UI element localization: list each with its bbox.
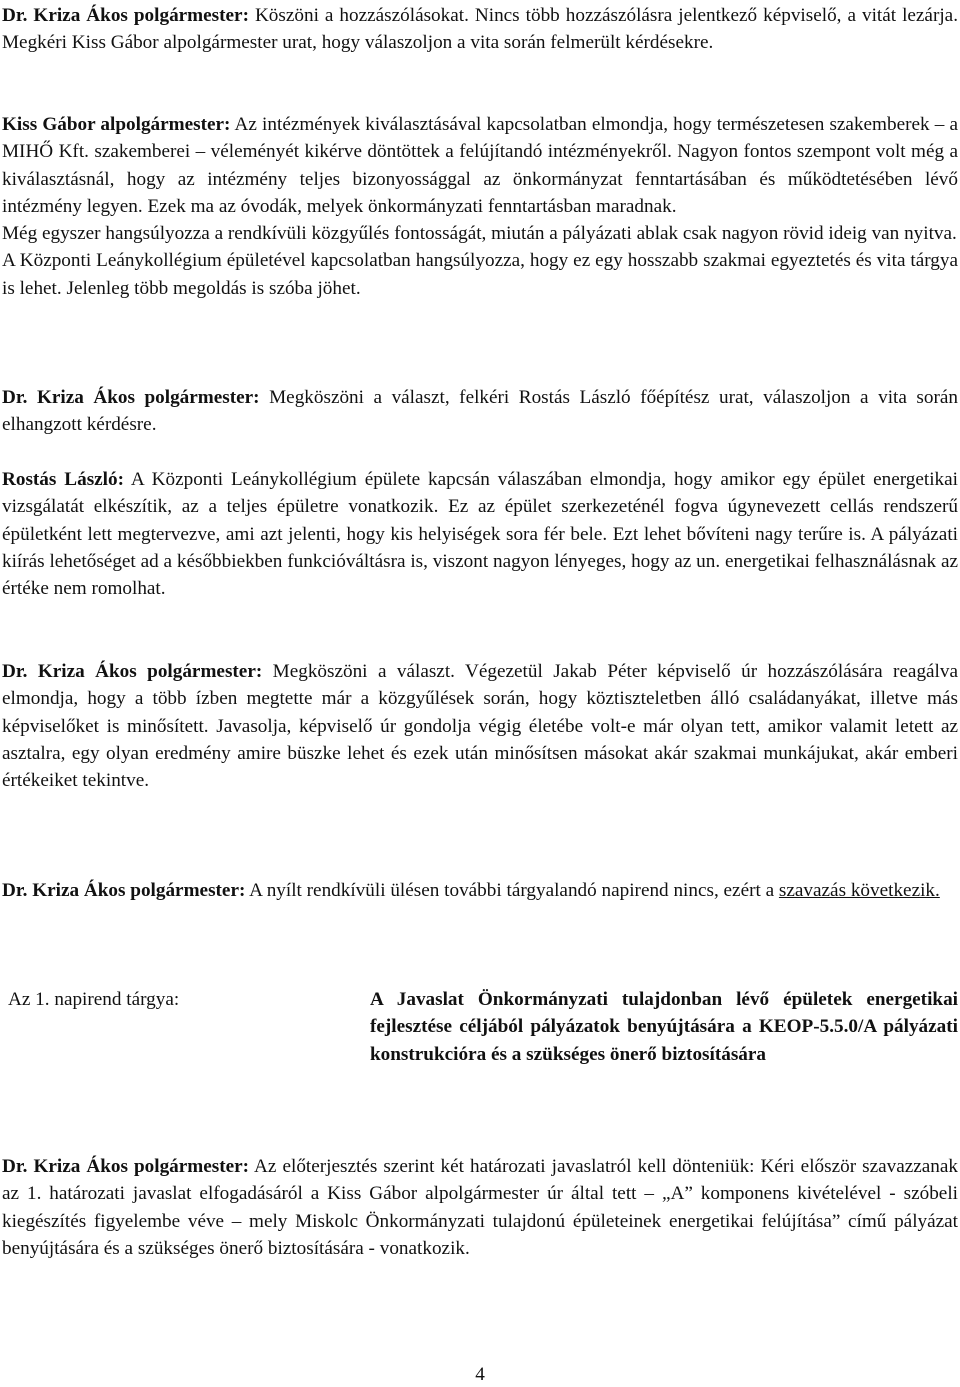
paragraph-text: A nyílt rendkívüli ülésen további tárgyalandó napirend nincs, ezért a — [245, 880, 779, 901]
paragraph-mayor-response — [2, 658, 958, 794]
speaker-name: Dr. Kriza Ákos polgármester: — [2, 1156, 250, 1177]
paragraph-deputy-mayor-answer — [2, 111, 958, 302]
paragraph-text: Még egyszer hangsúlyozza a rendkívüli közgyűlés fontosságát, miután a pályázati ablak csak nagyon rövid ideig van nyitva. — [2, 223, 957, 245]
paragraph-text: Köszöni a hozzászólásokat. Nincs több hozzászólásra jelentkező képviselő, a vitát lezárja. Megkéri Kiss Gábor alpolgármester urat, hogy válaszoljon a vita során felmerült kérdésekre. — [2, 5, 958, 54]
paragraph-mayor-resolution — [2, 1153, 958, 1262]
paragraph-mayor-voting — [2, 877, 958, 904]
paragraph-text: Az intézmények kiválasztásával kapcsolatban elmondja, hogy természetesen szakemberek – a MIHŐ Kft. szakemberei – véleményét kikérve döntöttek a felújítandó intézményekről. Nagyon fontos szempont volt még a kiválasztásnál, hogy az intézmény teljes bizonyossággal az önkormányzat fenntartásában és működtetésében lévő intézmény legyen. Ezek ma az óvodák, melyek önkormányzati fenntartásban maradnak. — [2, 114, 958, 217]
speaker-name: Dr. Kriza Ákos polgármester: — [2, 387, 260, 408]
paragraph-architect-answer — [2, 466, 958, 602]
speaker-name: Dr. Kriza Ákos polgármester: — [2, 880, 246, 901]
paragraph-text: Megköszöni a választ. Végezetül Jakab Péter képviselő úr hozzászólására reagálva elmondja, hogy a több ízben megtette már a közgyűlések során, hogy köztiszteletben álló családanyákat, illetve más képviselőket is minősített. Javasolja, képviselő úr gondolja végig életébe volt-e már olyan tett, amikor valamit letett az asztalra, egy olyan eredmény amire büszke lehet és ezek után minősítsen másokat akár szakmai munkájukat, akár emberi értékeiket tekintve. — [2, 661, 958, 792]
paragraph-mayor-closing-debate — [2, 2, 958, 57]
paragraph-text: A Központi Leánykollégium épületével kapcsolatban hangsúlyozza, hogy ez egy hosszabb szakmai egyeztetés és vita tárgya is lehet. Jelenleg több megoldás is szóba jöhet. — [2, 250, 958, 299]
agenda-label: Az 1. napirend tárgya: — [8, 989, 180, 1010]
agenda-title: A Javaslat Önkormányzati tulajdonban lévő épületek energetikai fejlesztése céljából pályázatok benyújtására a KEOP-5.5.0/A pályázati konstrukcióra és a szükséges önerő biztosítására — [370, 989, 958, 1065]
paragraph-text: Az előterjesztés szerint két határozati javaslatról kell dönteniük: Kéri először szavazzanak az 1. határozati javaslat elfogadásáról a Kiss Gábor alpolgármester úr által tett – „A” komponens kivételével - szóbeli kiegészítés figyelembe véve – mely Miskolc Önkormányzati tulajdonú épületeinek energetikai felújítása” című pályázat benyújtására és a szükséges önerő biztosítására - vonatkozik. — [2, 1156, 958, 1259]
paragraph-text: A Központi Leánykollégium épülete kapcsán válaszában elmondja, hogy amikor egy épület energetikai vizsgálatát elkészítik, az a teljes épületre vonatkozik. Ez az épület szerkezeténél fogva úgynevezett cellás rendszerű épületként lett megtervezve, ami azt jelenti, hogy kis helyiségek sora fér bele. Ezt lehet bővíteni nagy terűre is. A pályázati kiírás lehetőséget ad a későbbiekben funkcióváltásra is, viszont nagyon lényeges, hogy az un. energetikai felhasználásnak az értéke nem romolhat. — [2, 469, 958, 600]
speaker-name: Dr. Kriza Ákos polgármester: — [2, 661, 263, 682]
page-number: 4 — [475, 1364, 485, 1385]
voting-follows-text: szavazás következik. — [778, 880, 940, 901]
speaker-name: Dr. Kriza Ákos polgármester: — [2, 5, 249, 26]
speaker-name: Kiss Gábor alpolgármester: — [2, 114, 231, 135]
paragraph-text: Megköszöni a választ, felkéri Rostás László főépítész urat, válaszoljon a vita során elhangzott kérdésre. — [2, 387, 958, 436]
paragraph-mayor-thanks — [2, 384, 958, 439]
speaker-name: Rostás László: — [2, 469, 125, 490]
